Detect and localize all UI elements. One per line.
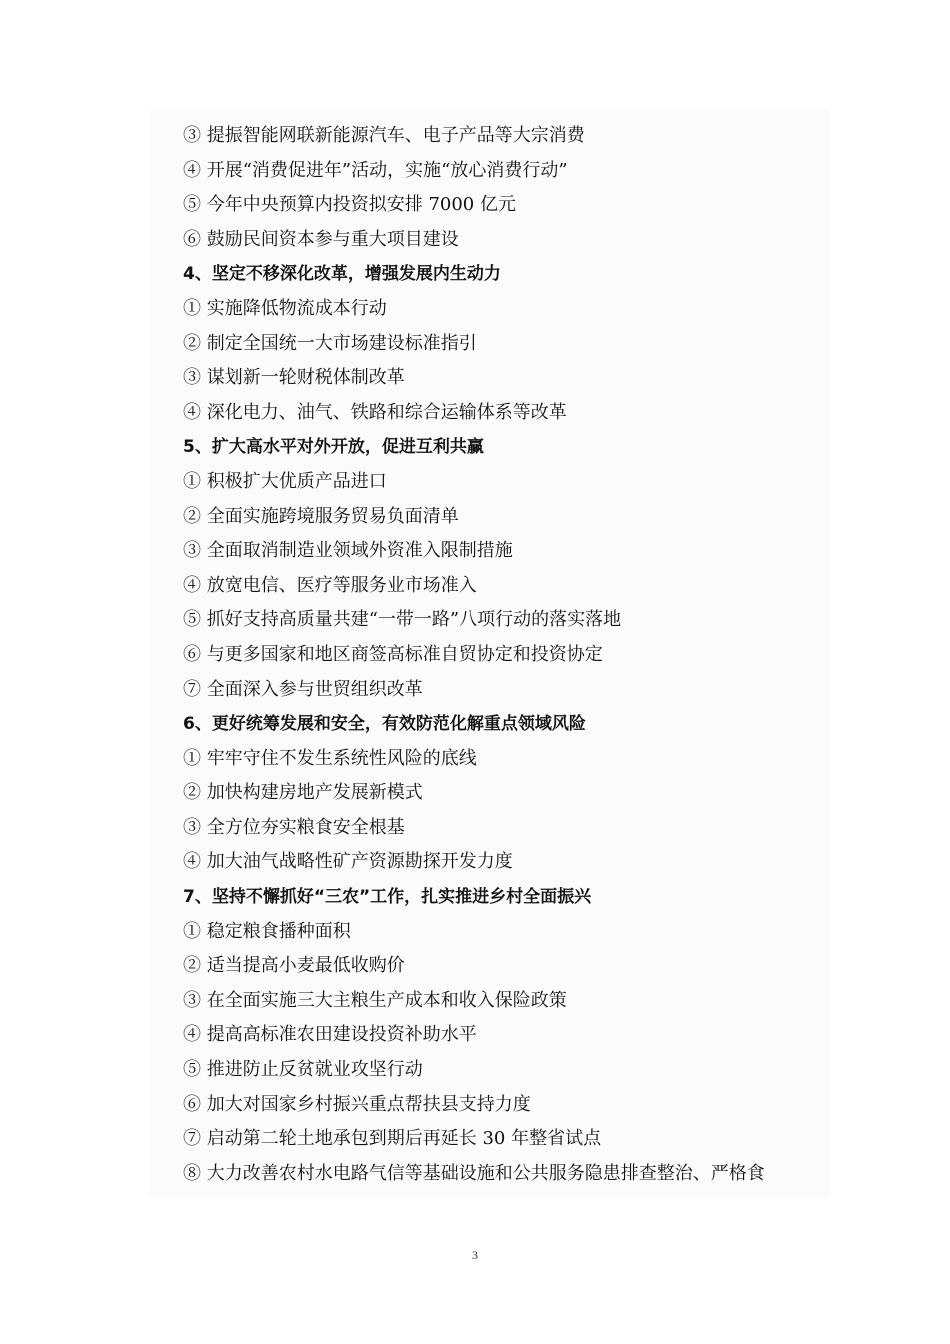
list-item: ⑥ 鼓励民间资本参与重大项目建设 — [183, 228, 459, 250]
page-number: 3 — [472, 1248, 478, 1262]
list-item: ① 积极扩大优质产品进口 — [183, 470, 387, 492]
list-item: ③ 提振智能网联新能源汽车、电子产品等大宗消费 — [183, 125, 585, 146]
list-item: ⑥ 加大对国家乡村振兴重点帮扶县支持力度 — [183, 1093, 531, 1115]
list-item: ⑥ 与更多国家和地区商签高标准自贸协定和投资协定 — [183, 643, 603, 665]
list-item: ⑦ 启动第二轮土地承包到期后再延长 30 年整省试点 — [183, 1128, 602, 1150]
list-item: ② 全面实施跨境服务贸易负面清单 — [183, 505, 459, 527]
section-heading: 7、坚持不懈抓好“三农”工作，扎实推进乡村全面振兴 — [183, 887, 592, 908]
list-item: ③ 在全面实施三大主粮生产成本和收入保险政策 — [183, 989, 567, 1011]
list-item: ⑤ 推进防止反贫就业攻坚行动 — [183, 1059, 423, 1081]
list-item: ⑤ 今年中央预算内投资拟安排 7000 亿元 — [183, 194, 516, 216]
list-item: ⑤ 抓好支持高质量共建“一带一路”八项行动的落实落地 — [183, 609, 622, 631]
list-item: ④ 加大油气战略性矿产资源勘探开发力度 — [183, 851, 513, 873]
list-item: ① 牢牢守住不发生系统性风险的底线 — [183, 747, 477, 769]
section-heading: 5、扩大高水平对外开放，促进互利共赢 — [183, 437, 484, 458]
list-item: ⑧ 大力改善农村水电路气信等基础设施和公共服务隐患排查整治、严格食 — [183, 1162, 765, 1184]
list-item: ④ 提高高标准农田建设投资补助水平 — [183, 1024, 477, 1046]
document-body — [183, 119, 823, 1191]
section-heading: 4、坚定不移深化改革，增强发展内生动力 — [183, 264, 501, 285]
list-item: ③ 谋划新一轮财税体制改革 — [183, 367, 405, 389]
list-item: ② 加快构建房地产发展新模式 — [183, 782, 423, 804]
list-item: ③ 全方位夯实粮食安全根基 — [183, 816, 405, 838]
list-item: ② 制定全国统一大市场建设标准指引 — [183, 332, 477, 354]
list-item: ④ 深化电力、油气、铁路和综合运输体系等改革 — [183, 401, 567, 423]
list-item: ④ 放宽电信、医疗等服务业市场准入 — [183, 574, 477, 596]
list-item: ⑦ 全面深入参与世贸组织改革 — [183, 678, 423, 700]
list-item: ③ 全面取消制造业领域外资准入限制措施 — [183, 540, 513, 562]
section-heading: 6、更好统筹发展和安全，有效防范化解重点领域风险 — [183, 714, 586, 735]
list-item: ① 实施降低物流成本行动 — [183, 297, 387, 319]
list-item: ① 稳定粮食播种面积 — [183, 920, 351, 942]
list-item: ② 适当提高小麦最低收购价 — [183, 955, 405, 977]
list-item: ④ 开展“消费促进年”活动，实施“放心消费行动” — [183, 159, 568, 181]
